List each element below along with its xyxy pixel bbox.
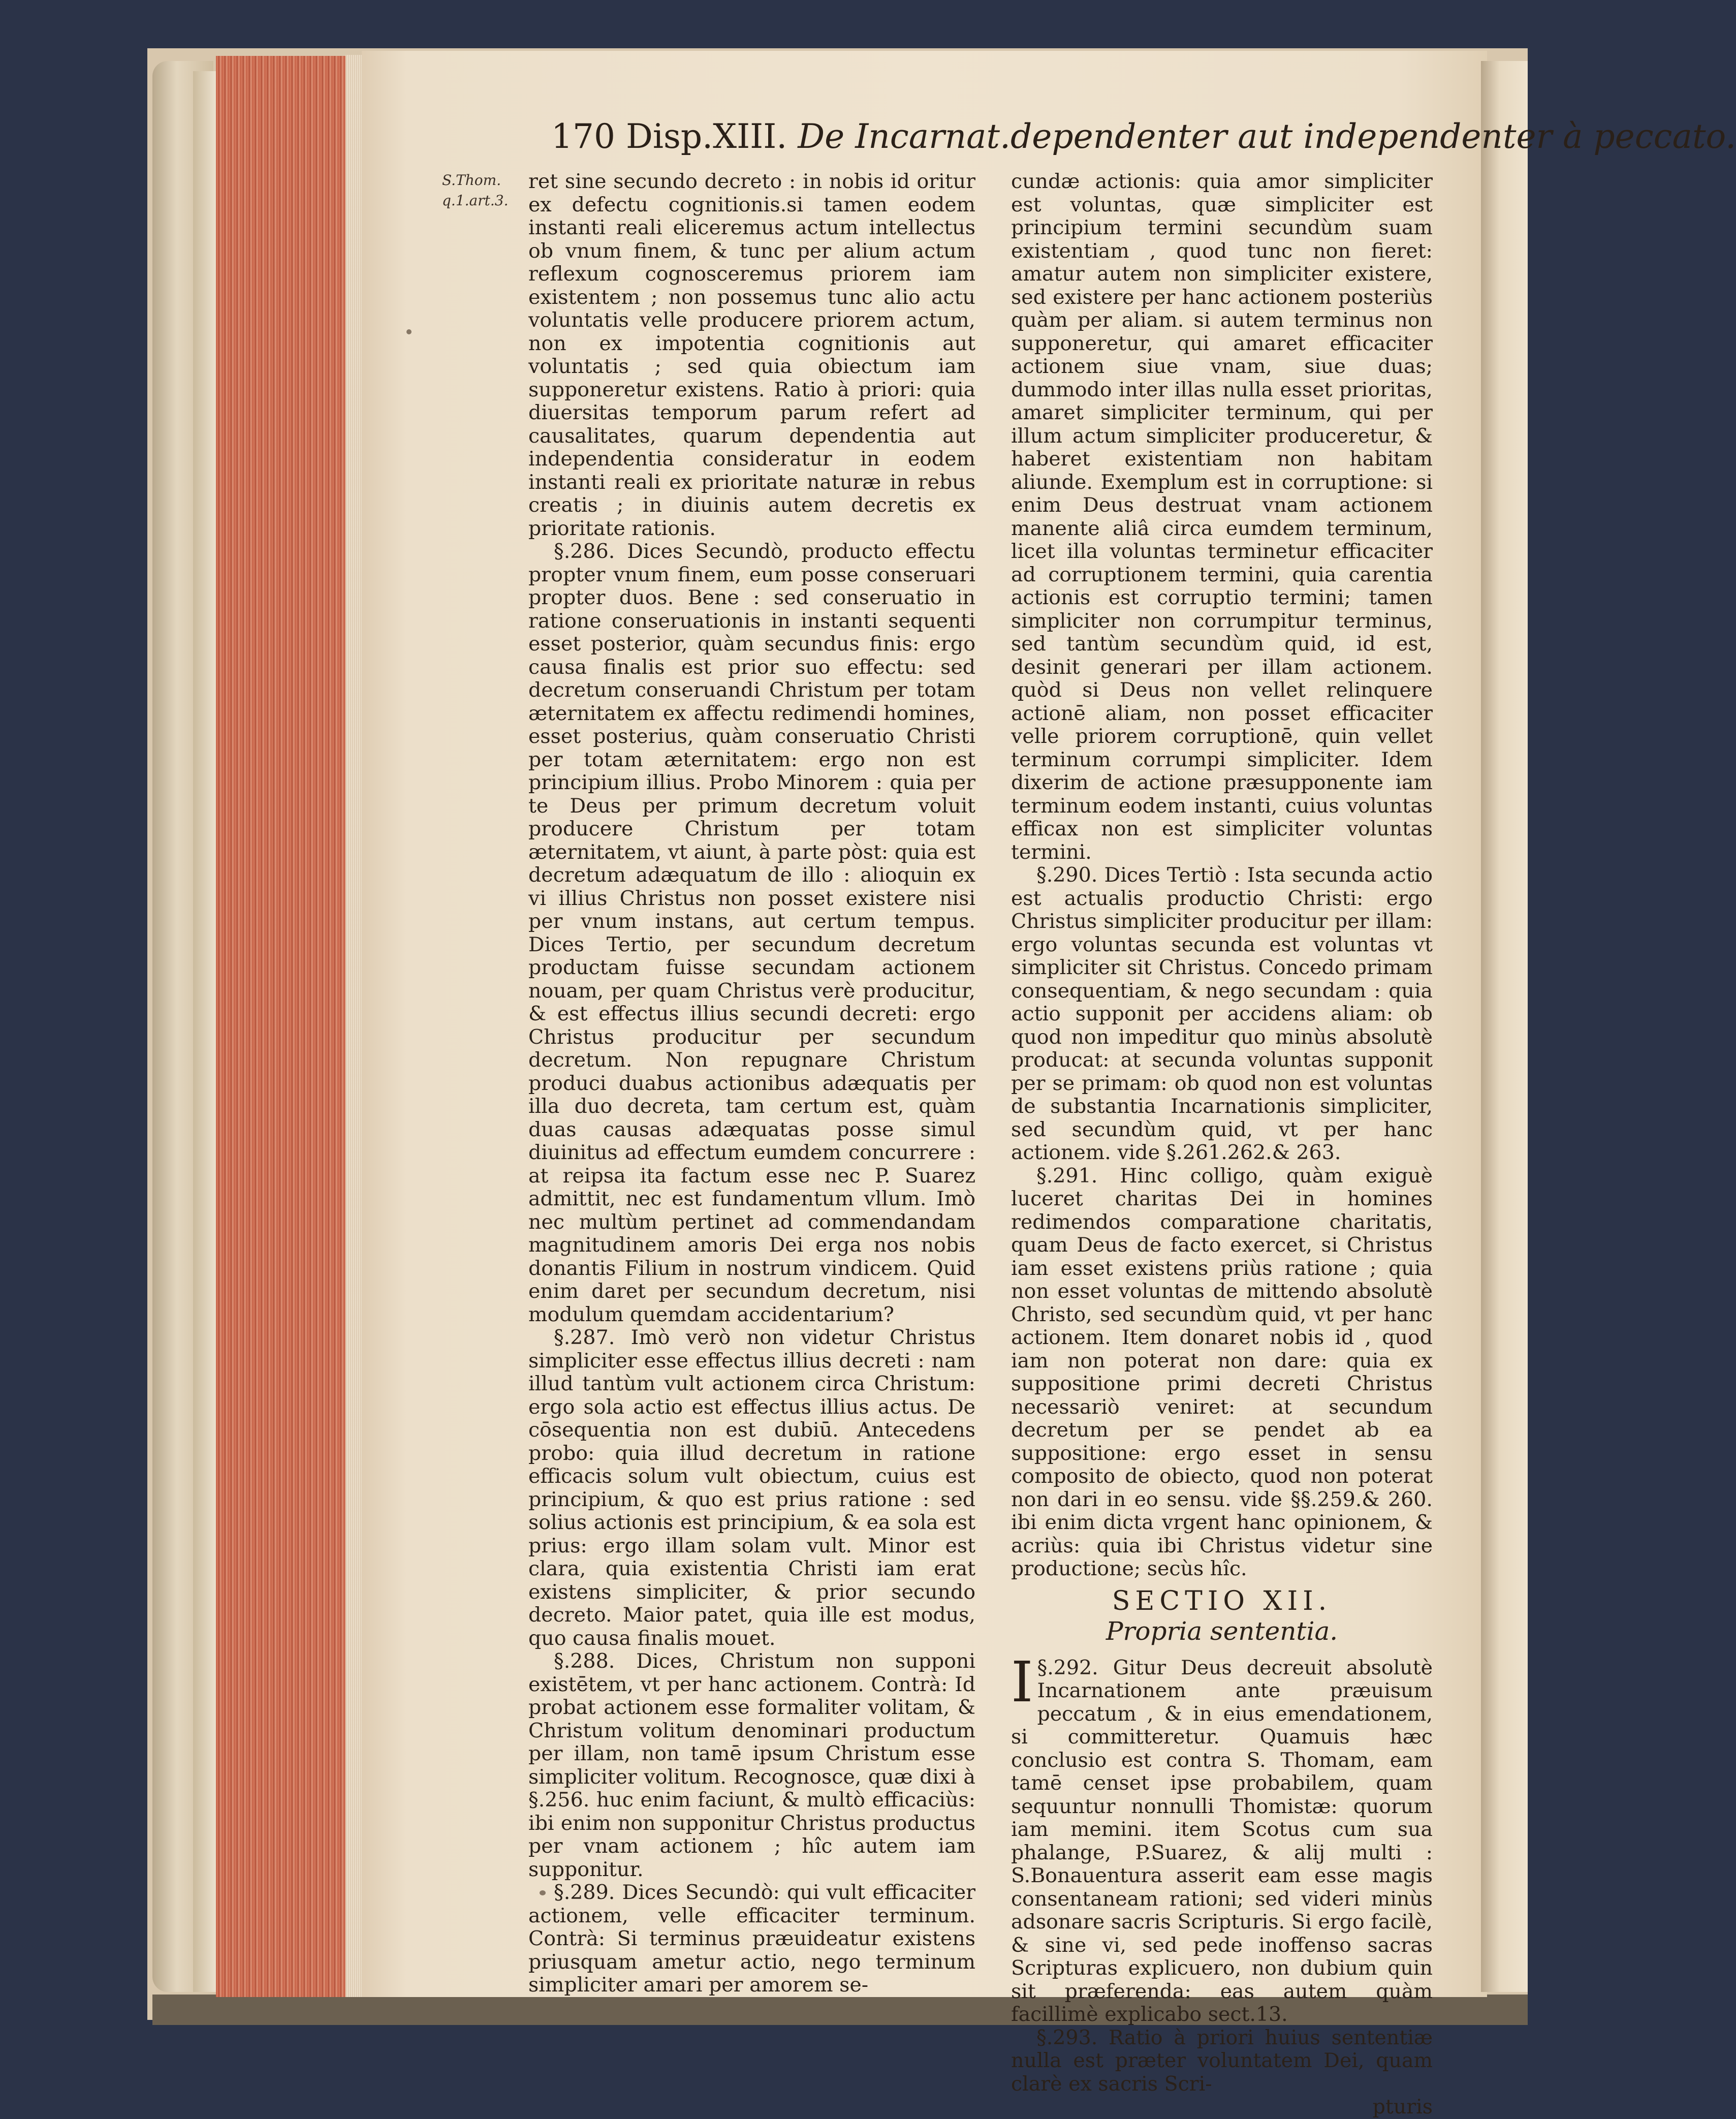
paragraph-290: §.290. Dices Tertiò : Ista secunda actio est actualis productio Christi: ergo Christus simpliciter producitur per illam: ergo voluntas secunda est voluntas vt simpliciter sit Christus. Concedo primam consequentiam, & nego secundam : quia actio supponit per accidens aliam: ob quod non impeditur quo minùs absolutè producat: at secunda voluntas supponit per se primam: ob quod non est voluntas de substantia Incarnationis simpliciter, sed secundùm quid, vt per hanc actionem. vide §.261.262.& 263. (1011, 863, 1433, 1164)
margin-note-line: S.Thom. (442, 172, 501, 189)
vellum-cover (193, 71, 218, 1992)
margin-note-line: q.1.art.3. (442, 192, 509, 209)
margin-note (442, 170, 508, 211)
paragraph-text: Gitur Deus decreuit absolutè Incarnationem ante præuisum peccatum , & in eius emendationem, si committeretur. Quamuis hæc conclusio est contra S. Thomam, eam tamē censet ipse probabilem, quam sequuntur nonnulli Thomistæ: quorum iam memini. item Scotus cum sua phalange, P.Suarez, & alij multi : S.Bonauentura asserit eam esse magis consentaneam rationi; sed videri minùs adsonare sacris Scripturis. Si ergo facilè, & sine vi, sed pede inoffenso sacras Scripturas explicuero, non dubium quin sit præferenda: eas autem quàm facillimè explicabo sect.13. (1011, 1656, 1433, 2026)
page-number: 170 (551, 117, 615, 156)
paragraph-continued: ret sine secundo decreto : in nobis id oritur ex defectu cognitionis.si tamen eodem instanti reali eliceremus actum intellectus ob vnum finem, & tunc per alium actum reflexum cognosceremus priorem iam existentem ; non possemus tunc alio actu voluntatis velle producere priorem actum, non ex impotentia cognitionis aut voluntatis ; sed quia obiectum iam supponeretur existens. Ratio à priori: quia diuersitas temporum parum refert ad causalitates, quarum dependentia aut independentia consideratur in eodem instanti reali ex prioritate naturæ in rebus creatis ; in diuinis autem decretis ex prioritate rationis. (528, 170, 975, 540)
section-subtitle: Propria sententia. (1106, 1616, 1338, 1646)
paragraph-number: §.292. (1037, 1656, 1098, 1679)
disputation-label: Disp.XIII. (625, 117, 787, 156)
red-page-edges (216, 56, 363, 1997)
drop-cap: I (1011, 1649, 1033, 1715)
paragraph-289: §.289. Dices Secundò: qui vult efficaciter actionem, velle efficaciter terminum. Contrà: Si terminus præuideatur existens priusquam ametur actio, nego terminum simpliciter amari per amorem se- (528, 1881, 975, 1997)
running-title: De Incarnat.dependenter aut independenter à peccato. (798, 117, 1736, 156)
paragraph-continued: cundæ actionis: quia amor simpliciter est voluntas, quæ simpliciter est principium termini secundùm suam existentiam , quod tunc non fieret: amatur autem non simpliciter existere, sed existere per hanc actionem posteriùs quàm per aliam. si autem terminus non supponeretur, qui amaret efficaciter actionem siue vnam, siue duas; dummodo inter illas nulla esset prioritas, amaret simpliciter terminum, qui per illum actum simpliciter produceretur, & haberet existentiam non habitam aliunde. Exemplum est in corruptione: si enim Deus destruat vnam actionem manente aliâ circa eumdem terminum, licet illa voluntas terminetur efficaciter ad corruptionem termini, quia carentia actionis est corruptio termini; tamen simpliciter non corrumpitur terminus, sed tantùm secundùm quid, id est, desinit generari per illam actionem. quòd si Deus non vellet relinquere actionē aliam, non posset efficaciter velle priorem corruptionē, quin vellet terminum corrumpi simpliciter. Idem dixerim de actione præsupponente iam terminum eodem instanti, cuius voluntas efficax non est simpliciter voluntas termini. (1011, 170, 1433, 864)
running-head (551, 117, 1736, 163)
left-column (528, 170, 975, 1997)
paragraph-287: §.287. Imò verò non videtur Christus simpliciter esse effectus illius decreti : nam illud tantùm vult actionem circa Christum: ergo sola actio est effectus illius actus. De cōsequentia non est dubiū. Antecedens probo: quia illud decretum in ratione efficacis solum vult obiectum, cuius est principium, & quo est prius ratione : sed solius actionis est principium, & ea sola est prius: ergo illam solam vult. Minor est clara, quia existentia Christi iam erat existens simpliciter, & prior secundo decreto. Maior patet, quia ille est modus, quo causa finalis mouet. (528, 1326, 975, 1650)
catchword: pturis (1372, 2095, 1433, 2118)
paragraph-292 (1011, 1649, 1433, 2027)
paragraph-293: §.293. Ratio à priori huius sententiæ nulla est præter voluntatem Dei, quam clarè ex sacris Scri- (1011, 2025, 1433, 2096)
paragraph-288: §.288. Dices, Christum non supponi existētem, vt per hanc actionem. Contrà: Id probat actionem esse formaliter volitam, & Christum volitum denominari productum per illam, non tamē ipsum Christum esse simpliciter volitum. Recognosce, quæ dixi à §.256. huc enim faciunt, & multò efficaciùs: ibi enim non supponitur Christus productus per vnam actionem ; hîc autem iam supponitur. (528, 1649, 975, 1881)
section-title: SECTIO XII. (1112, 1585, 1332, 1616)
right-column (1011, 170, 1433, 2119)
facing-page-edge (1481, 61, 1528, 1992)
ink-spot (406, 329, 412, 334)
paragraph-291: §.291. Hinc colligo, quàm exiguè luceret charitas Dei in homines redimendos comparatione charitatis, quam Deus de facto exercet, si Christus iam esset existens priùs ratione ; quia non esset voluntas de mittendo absolutè Christo, sed secundùm quid, vt per hanc actionem. Item donaret nobis id , quod iam non poterat non dare: quia ex suppositione primi decreti Christus necessariò veniret: at secundum decretum per se pendet ab ea suppositione: ergo esset in sensu composito de obiecto, quod non poterat non dari in eo sensu. vide §§.259.& 260. ibi enim dicta vrgent hanc opinionem, & acriùs: quia ibi Christus videtur sine productione; secùs hîc. (1011, 1164, 1433, 1580)
paragraph-286: §.286. Dices Secundò, producto effectu propter vnum finem, eum posse conseruari propter duos. Bene : sed conseruatio in ratione conseruationis in instanti sequenti esset posterior, quàm secundus finis: ergo causa finalis est prior suo effectu: sed decretum conseruandi Christum per totam æternitatem ex affectu redimendi homines, esset posterius, quàm conseruatio Christi per totam æternitatem: ergo non est principium illius. Probo Minorem : quia per te Deus per primum decretum voluit producere Christum per totam æternitatem, vt aiunt, à parte pòst: quia est decretum adæquatum de illo : alioquin ex vi illius Christus non posset existere nisi per vnum instans, aut certum tempus. Dices Tertio, per secundum decretum productam fuisse secundam actionem nouam, per quam Christus verè producitur, & est effectus illius secundi decreti: ergo Christus producitur per secundum decretum. Non repugnare Christum produci duabus actionibus adæquatis per illa duo decreta, tam certum est, quàm duas causas adæquatas posse simul diuinitus ad effectum eumdem concurrere : at reipsa ita factum esse nec P. Suarez admittit, nec est fundamentum vllum. Imò nec multùm pertinet ad commendandam magnitudinem amoris Dei erga nos nobis donantis Filium in nostrum vindicem. Quid enim daret per secundum decretum, nisi modulum quemdam accidentarium? (528, 540, 975, 1326)
